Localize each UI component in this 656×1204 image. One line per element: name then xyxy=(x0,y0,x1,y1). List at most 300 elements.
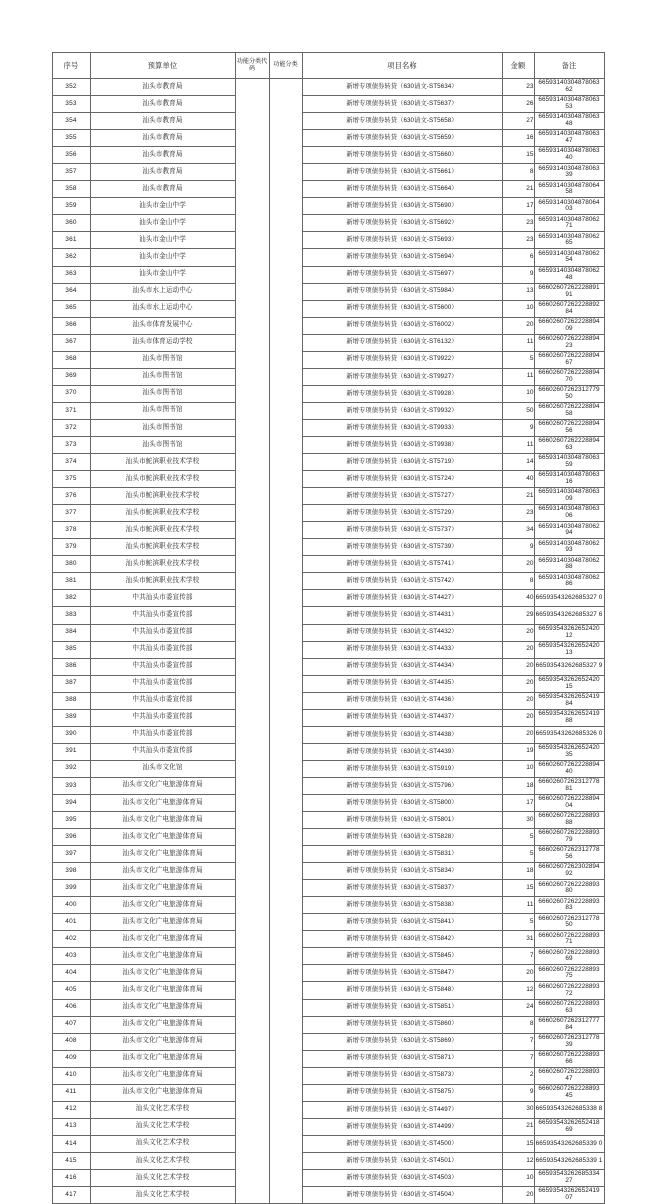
cell-unit: 汕头文化艺术学校 xyxy=(90,1187,235,1204)
cell-remarks: 66602607262312779 50 xyxy=(534,385,604,402)
cell-seq: 361 xyxy=(52,232,90,249)
cell-project: 新增专项债券转贷（630请文-ST5875） xyxy=(302,1084,502,1101)
cell-project: 新增专项债券转贷（630请文-ST4500） xyxy=(302,1135,502,1152)
cell-remarks: 66602607262228892 84 xyxy=(534,300,604,317)
cell-remarks: 66593140304878063 47 xyxy=(534,130,604,147)
cell-remarks: 66602607262312778 56 xyxy=(534,846,604,863)
cell-seq: 368 xyxy=(52,351,90,368)
cell-amount: 11 xyxy=(502,368,534,385)
cell-amount: 5 xyxy=(502,829,534,846)
cell-unit: 汕头市鮀滨职业技术学校 xyxy=(90,522,235,539)
cell-remarks: 66593140304878062 48 xyxy=(534,266,604,283)
cell-function-code-column xyxy=(235,79,269,1204)
table-row xyxy=(52,590,604,607)
cell-unit: 汕头市文化广电旅游体育局 xyxy=(90,794,235,811)
cell-project: 新增专项债券转贷（630请文-ST6002） xyxy=(302,317,502,334)
cell-amount: 20 xyxy=(502,658,534,675)
table-row xyxy=(52,1135,604,1152)
cell-amount: 23 xyxy=(502,215,534,232)
cell-project: 新增专项债券转贷（630请文-ST5800） xyxy=(302,794,502,811)
cell-amount: 20 xyxy=(502,556,534,573)
cell-seq: 413 xyxy=(52,1118,90,1135)
cell-amount: 9 xyxy=(502,539,534,556)
cell-project: 新增专项债券转贷（630请文-ST5690） xyxy=(302,198,502,215)
cell-remarks: 66602607262228893 79 xyxy=(534,829,604,846)
cell-project: 新增专项债券转贷（630请文-ST5831） xyxy=(302,846,502,863)
column-header-project: 项目名称 xyxy=(302,53,502,79)
cell-seq: 409 xyxy=(52,1050,90,1067)
cell-unit: 汕头市文化广电旅游体育局 xyxy=(90,777,235,794)
table-row xyxy=(52,79,604,96)
cell-seq: 393 xyxy=(52,777,90,794)
cell-project: 新增专项债券转贷（630请文-ST5697） xyxy=(302,266,502,283)
cell-unit: 汕头市金山中学 xyxy=(90,232,235,249)
cell-unit: 汕头市教育局 xyxy=(90,130,235,147)
column-header-seq: 序号 xyxy=(52,53,90,79)
cell-project: 新增专项债券转贷（630请文-ST5848） xyxy=(302,982,502,999)
cell-amount: 11 xyxy=(502,334,534,351)
cell-amount: 13 xyxy=(502,283,534,300)
cell-remarks: 66602607262228894 63 xyxy=(534,436,604,453)
table-row xyxy=(52,726,604,743)
table-row xyxy=(52,982,604,999)
cell-unit: 汕头市教育局 xyxy=(90,96,235,113)
cell-project: 新增专项债券转贷（630请文-ST5796） xyxy=(302,777,502,794)
cell-amount: 7 xyxy=(502,1050,534,1067)
cell-remarks: 66593543262685339 1 xyxy=(534,1152,604,1169)
table-row xyxy=(52,454,604,471)
cell-amount: 17 xyxy=(502,198,534,215)
cell-remarks: 66593140304878063 62 xyxy=(534,79,604,96)
cell-amount: 20 xyxy=(502,1187,534,1204)
cell-seq: 391 xyxy=(52,743,90,760)
cell-unit: 汕头市文化广电旅游体育局 xyxy=(90,965,235,982)
cell-remarks: 66593140304878063 59 xyxy=(534,454,604,471)
cell-remarks: 66593140304878064 58 xyxy=(534,181,604,198)
cell-project: 新增专项债券转贷（630请文-ST5600） xyxy=(302,300,502,317)
cell-remarks: 66593140304878063 09 xyxy=(534,488,604,505)
cell-project: 新增专项债券转贷（630请文-ST5724） xyxy=(302,471,502,488)
cell-project: 新增专项债券转贷（630请文-ST4434） xyxy=(302,658,502,675)
table-row xyxy=(52,215,604,232)
cell-remarks: 66602607262228893 47 xyxy=(534,1067,604,1084)
cell-amount: 8 xyxy=(502,1016,534,1033)
cell-amount: 18 xyxy=(502,863,534,880)
cell-unit: 汕头市文化广电旅游体育局 xyxy=(90,931,235,948)
cell-seq: 389 xyxy=(52,709,90,726)
cell-unit: 汕头市教育局 xyxy=(90,147,235,164)
cell-project: 新增专项债券转贷（630请文-ST4436） xyxy=(302,692,502,709)
cell-project: 新增专项债券转贷（630请文-ST5841） xyxy=(302,914,502,931)
cell-remarks: 66602607262228894 23 xyxy=(534,334,604,351)
table-row xyxy=(52,181,604,198)
table-row xyxy=(52,948,604,965)
cell-amount: 20 xyxy=(502,317,534,334)
table-row xyxy=(52,385,604,402)
cell-remarks: 66602607262312778 39 xyxy=(534,1033,604,1050)
cell-project: 新增专项债券转贷（630请文-ST5871） xyxy=(302,1050,502,1067)
table-row xyxy=(52,147,604,164)
cell-project: 新增专项债券转贷（630请文-ST9938） xyxy=(302,436,502,453)
column-header-amount: 金额 xyxy=(502,53,534,79)
cell-project: 新增专项债券转贷（630请文-ST5834） xyxy=(302,863,502,880)
cell-project: 新增专项债券转贷（630请文-ST5860） xyxy=(302,1016,502,1033)
cell-remarks: 66602607262312777 84 xyxy=(534,1016,604,1033)
cell-unit: 汕头市文化广电旅游体育局 xyxy=(90,829,235,846)
table-row xyxy=(52,743,604,760)
cell-project: 新增专项债券转贷（630请文-ST4431） xyxy=(302,607,502,624)
cell-remarks: 66593543262652420 35 xyxy=(534,743,604,760)
cell-remarks: 66602607262312778 81 xyxy=(534,777,604,794)
cell-amount: 27 xyxy=(502,113,534,130)
cell-unit: 汕头市图书馆 xyxy=(90,351,235,368)
table-row xyxy=(52,505,604,522)
cell-seq: 385 xyxy=(52,641,90,658)
cell-unit: 汕头市鮀滨职业技术学校 xyxy=(90,505,235,522)
cell-unit: 汕头市文化馆 xyxy=(90,760,235,777)
table-row xyxy=(52,1170,604,1187)
cell-seq: 417 xyxy=(52,1187,90,1204)
table-row xyxy=(52,607,604,624)
cell-project: 新增专项债券转贷（630请文-ST5634） xyxy=(302,79,502,96)
cell-project: 新增专项债券转贷（630请文-ST5637） xyxy=(302,96,502,113)
cell-remarks: 66602607262228893 66 xyxy=(534,1050,604,1067)
cell-seq: 377 xyxy=(52,505,90,522)
cell-project: 新增专项债券转贷（630请文-ST5869） xyxy=(302,1033,502,1050)
cell-amount: 30 xyxy=(502,812,534,829)
cell-amount: 19 xyxy=(502,743,534,760)
cell-remarks: 66602607262228893 71 xyxy=(534,931,604,948)
cell-remarks: 66602607262228893 80 xyxy=(534,880,604,897)
cell-amount: 50 xyxy=(502,402,534,419)
cell-amount: 23 xyxy=(502,79,534,96)
cell-amount: 9 xyxy=(502,1084,534,1101)
cell-remarks: 66593543262685339 0 xyxy=(534,1135,604,1152)
cell-amount: 7 xyxy=(502,1033,534,1050)
cell-unit: 汕头市图书馆 xyxy=(90,385,235,402)
cell-remarks: 66602607262228894 09 xyxy=(534,317,604,334)
cell-amount: 11 xyxy=(502,436,534,453)
cell-unit: 汕头市鮀滨职业技术学校 xyxy=(90,573,235,590)
cell-remarks: 66602607262228894 40 xyxy=(534,760,604,777)
cell-amount: 5 xyxy=(502,351,534,368)
cell-amount: 26 xyxy=(502,96,534,113)
cell-remarks: 66593543262652418 69 xyxy=(534,1118,604,1135)
cell-unit: 中共汕头市委宣传部 xyxy=(90,624,235,641)
cell-seq: 398 xyxy=(52,863,90,880)
table-row xyxy=(52,880,604,897)
cell-unit: 汕头市文化广电旅游体育局 xyxy=(90,812,235,829)
cell-unit: 汕头市金山中学 xyxy=(90,266,235,283)
cell-project: 新增专项债券转贷（630请文-ST5660） xyxy=(302,147,502,164)
cell-unit: 汕头市文化广电旅游体育局 xyxy=(90,897,235,914)
table-row xyxy=(52,1067,604,1084)
table-row xyxy=(52,794,604,811)
cell-remarks: 66593543262685326 0 xyxy=(534,726,604,743)
table-row xyxy=(52,675,604,692)
cell-seq: 400 xyxy=(52,897,90,914)
table-row xyxy=(52,164,604,181)
cell-unit: 汕头市文化广电旅游体育局 xyxy=(90,982,235,999)
cell-remarks: 66602607262228893 83 xyxy=(534,897,604,914)
cell-unit: 汕头市图书馆 xyxy=(90,436,235,453)
cell-seq: 396 xyxy=(52,829,90,846)
cell-seq: 357 xyxy=(52,164,90,181)
cell-unit: 中共汕头市委宣传部 xyxy=(90,658,235,675)
cell-seq: 362 xyxy=(52,249,90,266)
cell-seq: 386 xyxy=(52,658,90,675)
table-row xyxy=(52,130,604,147)
cell-unit: 汕头市鮀滨职业技术学校 xyxy=(90,488,235,505)
table-row xyxy=(52,658,604,675)
cell-remarks: 66602607262228894 58 xyxy=(534,402,604,419)
cell-unit: 中共汕头市委宣传部 xyxy=(90,607,235,624)
table-row xyxy=(52,1118,604,1135)
cell-remarks: 66593543262685338 8 xyxy=(534,1101,604,1118)
table-row xyxy=(52,283,604,300)
cell-project: 新增专项债券转贷（630请文-ST5842） xyxy=(302,931,502,948)
table-row xyxy=(52,1033,604,1050)
cell-seq: 356 xyxy=(52,147,90,164)
cell-seq: 360 xyxy=(52,215,90,232)
cell-project: 新增专项债券转贷（630请文-ST5984） xyxy=(302,283,502,300)
cell-project: 新增专项债券转贷（630请文-ST5847） xyxy=(302,965,502,982)
cell-seq: 416 xyxy=(52,1170,90,1187)
cell-seq: 365 xyxy=(52,300,90,317)
cell-seq: 392 xyxy=(52,760,90,777)
cell-amount: 23 xyxy=(502,505,534,522)
table-row xyxy=(52,300,604,317)
cell-seq: 373 xyxy=(52,436,90,453)
cell-project: 新增专项债券转贷（630请文-ST5837） xyxy=(302,880,502,897)
table-row xyxy=(52,539,604,556)
cell-unit: 汕头市文化广电旅游体育局 xyxy=(90,863,235,880)
cell-amount: 18 xyxy=(502,777,534,794)
cell-seq: 374 xyxy=(52,454,90,471)
cell-project: 新增专项债券转贷（630请文-ST4439） xyxy=(302,743,502,760)
table-row xyxy=(52,471,604,488)
table-row xyxy=(52,402,604,419)
cell-remarks: 66593140304878062 71 xyxy=(534,215,604,232)
cell-project: 新增专项债券转贷（630请文-ST5692） xyxy=(302,215,502,232)
cell-amount: 7 xyxy=(502,948,534,965)
cell-amount: 21 xyxy=(502,488,534,505)
cell-amount: 23 xyxy=(502,232,534,249)
cell-unit: 汕头市文化广电旅游体育局 xyxy=(90,1033,235,1050)
cell-seq: 352 xyxy=(52,79,90,96)
cell-amount: 8 xyxy=(502,573,534,590)
cell-function-class-column xyxy=(269,79,302,1204)
cell-seq: 405 xyxy=(52,982,90,999)
table-row xyxy=(52,96,604,113)
table-row xyxy=(52,556,604,573)
cell-remarks: 66593140304878063 16 xyxy=(534,471,604,488)
cell-unit: 汕头市文化广电旅游体育局 xyxy=(90,1067,235,1084)
cell-remarks: 66593543262652420 12 xyxy=(534,624,604,641)
cell-seq: 387 xyxy=(52,675,90,692)
table-row xyxy=(52,914,604,931)
cell-seq: 412 xyxy=(52,1101,90,1118)
cell-amount: 30 xyxy=(502,1101,534,1118)
cell-remarks: 66593543262652420 15 xyxy=(534,675,604,692)
cell-remarks: 66593543262652419 84 xyxy=(534,692,604,709)
cell-project: 新增专项债券转贷（630请文-ST4437） xyxy=(302,709,502,726)
cell-unit: 中共汕头市委宣传部 xyxy=(90,675,235,692)
cell-amount: 34 xyxy=(502,522,534,539)
cell-unit: 中共汕头市委宣传部 xyxy=(90,709,235,726)
column-header-function-class: 功能分类 xyxy=(269,53,302,79)
cell-seq: 381 xyxy=(52,573,90,590)
cell-seq: 358 xyxy=(52,181,90,198)
cell-remarks: 66602607262228894 56 xyxy=(534,419,604,436)
cell-project: 新增专项债券转贷（630请文-ST5851） xyxy=(302,999,502,1016)
cell-project: 新增专项债券转贷（630请文-ST4504） xyxy=(302,1187,502,1204)
cell-remarks: 66593140304878063 40 xyxy=(534,147,604,164)
cell-amount: 9 xyxy=(502,419,534,436)
cell-unit: 汕头市鮀滨职业技术学校 xyxy=(90,471,235,488)
table-row xyxy=(52,965,604,982)
cell-unit: 中共汕头市委宣传部 xyxy=(90,641,235,658)
cell-unit: 汕头市文化广电旅游体育局 xyxy=(90,1016,235,1033)
table-row xyxy=(52,1101,604,1118)
cell-project: 新增专项债券转贷（630请文-ST5828） xyxy=(302,829,502,846)
cell-project: 新增专项债券转贷（630请文-ST5742） xyxy=(302,573,502,590)
cell-amount: 9 xyxy=(502,266,534,283)
cell-remarks: 66593140304878063 48 xyxy=(534,113,604,130)
cell-amount: 14 xyxy=(502,454,534,471)
cell-unit: 汕头市金山中学 xyxy=(90,198,235,215)
cell-unit: 汕头市体育运动学校 xyxy=(90,334,235,351)
cell-remarks: 66602607262228893 69 xyxy=(534,948,604,965)
column-header-unit: 预算单位 xyxy=(90,53,235,79)
cell-seq: 364 xyxy=(52,283,90,300)
table-row xyxy=(52,829,604,846)
cell-unit: 汕头文化艺术学校 xyxy=(90,1118,235,1135)
cell-seq: 410 xyxy=(52,1067,90,1084)
cell-remarks: 66602607262302894 92 xyxy=(534,863,604,880)
table-row xyxy=(52,777,604,794)
cell-project: 新增专项债券转贷（630请文-ST5845） xyxy=(302,948,502,965)
cell-amount: 12 xyxy=(502,982,534,999)
header-row xyxy=(52,53,604,79)
column-header-function-code: 功能分类代码 xyxy=(235,53,269,79)
cell-project: 新增专项债券转贷（630请文-ST4497） xyxy=(302,1101,502,1118)
cell-amount: 15 xyxy=(502,880,534,897)
cell-project: 新增专项债券转贷（630请文-ST4432） xyxy=(302,624,502,641)
cell-remarks: 66593543262685327 9 xyxy=(534,658,604,675)
cell-amount: 21 xyxy=(502,1118,534,1135)
cell-unit: 汕头市文化广电旅游体育局 xyxy=(90,948,235,965)
table-row xyxy=(52,351,604,368)
cell-amount: 5 xyxy=(502,914,534,931)
cell-seq: 399 xyxy=(52,880,90,897)
cell-unit: 汕头市教育局 xyxy=(90,113,235,130)
cell-seq: 402 xyxy=(52,931,90,948)
table-row xyxy=(52,1152,604,1169)
table-row xyxy=(52,573,604,590)
cell-remarks: 66602607262228894 67 xyxy=(534,351,604,368)
cell-remarks: 66593140304878062 94 xyxy=(534,522,604,539)
cell-remarks: 66593140304878062 65 xyxy=(534,232,604,249)
cell-seq: 366 xyxy=(52,317,90,334)
cell-remarks: 66593140304878062 86 xyxy=(534,573,604,590)
cell-unit: 汕头市金山中学 xyxy=(90,215,235,232)
table-row xyxy=(52,692,604,709)
cell-project: 新增专项债券转贷（630请文-ST5838） xyxy=(302,897,502,914)
column-header-remarks: 备注 xyxy=(534,53,604,79)
table-row xyxy=(52,999,604,1016)
table-row xyxy=(52,522,604,539)
cell-amount: 10 xyxy=(502,760,534,777)
cell-project: 新增专项债券转贷（630请文-ST5694） xyxy=(302,249,502,266)
cell-project: 新增专项债券转贷（630请文-ST4499） xyxy=(302,1118,502,1135)
cell-unit: 汕头市图书馆 xyxy=(90,419,235,436)
table-row xyxy=(52,1016,604,1033)
cell-seq: 363 xyxy=(52,266,90,283)
cell-unit: 汕头市图书馆 xyxy=(90,368,235,385)
table-row xyxy=(52,709,604,726)
cell-amount: 20 xyxy=(502,675,534,692)
cell-project: 新增专项债券转贷（630请文-ST4433） xyxy=(302,641,502,658)
cell-seq: 383 xyxy=(52,607,90,624)
table-header xyxy=(52,53,604,79)
cell-remarks: 66593140304878062 93 xyxy=(534,539,604,556)
cell-unit: 汕头市文化广电旅游体育局 xyxy=(90,846,235,863)
cell-amount: 15 xyxy=(502,1135,534,1152)
cell-project: 新增专项债券转贷（630请文-ST5659） xyxy=(302,130,502,147)
cell-unit: 汕头市教育局 xyxy=(90,181,235,198)
cell-project: 新增专项债券转贷（630请文-ST5664） xyxy=(302,181,502,198)
cell-unit: 汕头市水上运动中心 xyxy=(90,283,235,300)
cell-seq: 382 xyxy=(52,590,90,607)
cell-seq: 354 xyxy=(52,113,90,130)
cell-remarks: 66602607262228893 63 xyxy=(534,999,604,1016)
cell-unit: 汕头市鮀滨职业技术学校 xyxy=(90,454,235,471)
table-row xyxy=(52,624,604,641)
cell-amount: 8 xyxy=(502,164,534,181)
cell-project: 新增专项债券转贷（630请文-ST5729） xyxy=(302,505,502,522)
table-row xyxy=(52,1187,604,1204)
cell-amount: 40 xyxy=(502,590,534,607)
table-row xyxy=(52,198,604,215)
cell-seq: 406 xyxy=(52,999,90,1016)
cell-remarks: 66593543262685327 0 xyxy=(534,590,604,607)
cell-seq: 415 xyxy=(52,1152,90,1169)
table-row xyxy=(52,368,604,385)
cell-seq: 401 xyxy=(52,914,90,931)
table-row xyxy=(52,113,604,130)
cell-amount: 17 xyxy=(502,794,534,811)
cell-amount: 16 xyxy=(502,130,534,147)
cell-unit: 汕头市鮀滨职业技术学校 xyxy=(90,539,235,556)
table-row xyxy=(52,317,604,334)
cell-amount: 6 xyxy=(502,249,534,266)
cell-seq: 404 xyxy=(52,965,90,982)
cell-seq: 408 xyxy=(52,1033,90,1050)
cell-seq: 414 xyxy=(52,1135,90,1152)
cell-unit: 中共汕头市委宣传部 xyxy=(90,726,235,743)
cell-project: 新增专项债券转贷（630请文-ST5801） xyxy=(302,812,502,829)
cell-amount: 20 xyxy=(502,692,534,709)
cell-amount: 20 xyxy=(502,965,534,982)
cell-seq: 367 xyxy=(52,334,90,351)
cell-seq: 372 xyxy=(52,419,90,436)
cell-seq: 390 xyxy=(52,726,90,743)
cell-unit: 汕头文化艺术学校 xyxy=(90,1170,235,1187)
cell-seq: 375 xyxy=(52,471,90,488)
cell-remarks: 66593140304878062 88 xyxy=(534,556,604,573)
cell-unit: 汕头市文化广电旅游体育局 xyxy=(90,914,235,931)
